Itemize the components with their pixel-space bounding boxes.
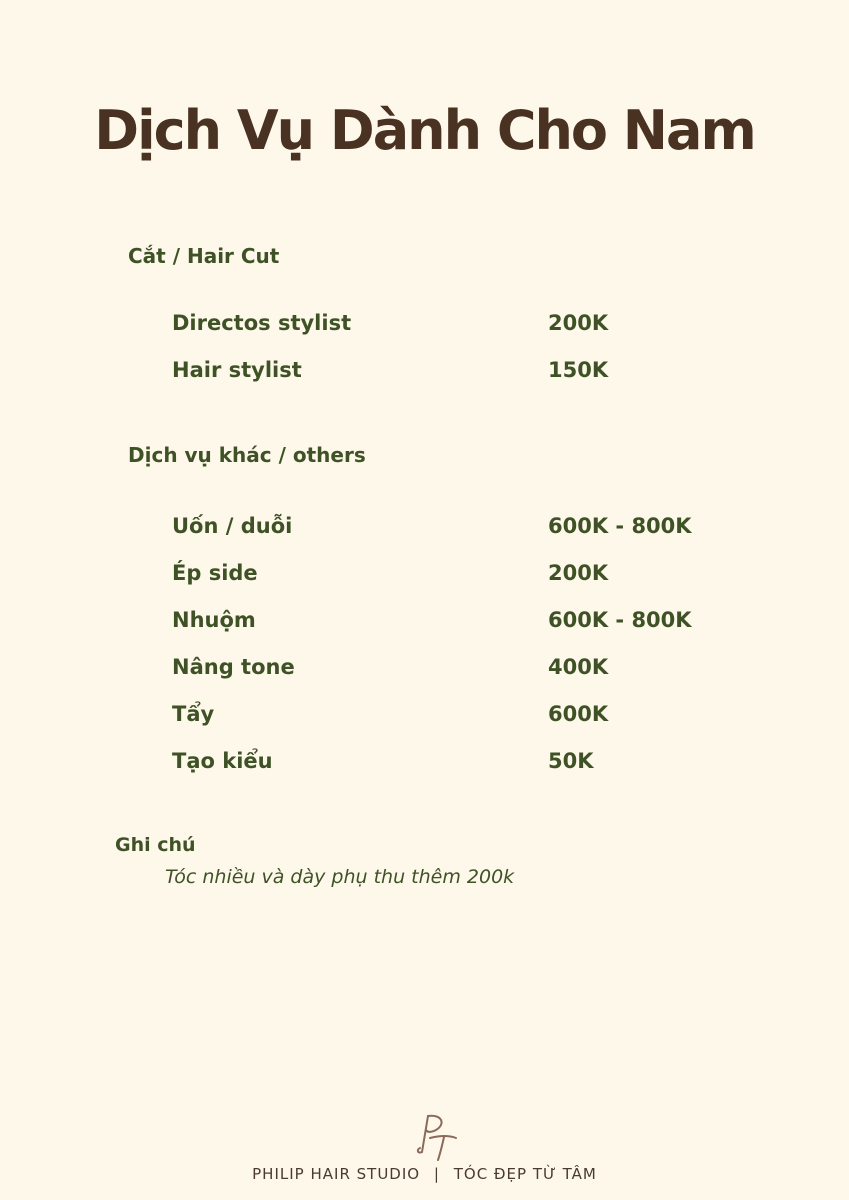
service-price: 600K — [548, 702, 609, 726]
footer — [0, 1162, 849, 1186]
service-row — [172, 652, 732, 682]
service-price: 400K — [548, 655, 609, 679]
page-title: Dịch Vụ Dành Cho Nam — [94, 99, 755, 162]
service-name: Tạo kiểu — [172, 749, 273, 773]
note-text: Tóc nhiều và dày phụ thu thêm 200k — [165, 866, 515, 888]
service-price: 150K — [548, 358, 609, 382]
service-name: Ép side — [172, 561, 258, 585]
service-price: 600K - 800K — [548, 514, 692, 538]
pt-monogram-icon — [400, 1108, 470, 1164]
service-name: Nâng tone — [172, 655, 295, 679]
service-row — [172, 746, 732, 776]
service-price: 200K — [548, 561, 609, 585]
service-name: Nhuộm — [172, 608, 256, 632]
service-name: Hair stylist — [172, 358, 302, 382]
service-row — [172, 355, 732, 385]
service-price: 50K — [548, 749, 594, 773]
service-name: Tẩy — [172, 702, 215, 726]
service-row — [172, 558, 732, 588]
footer-separator: | — [433, 1165, 440, 1183]
footer-tagline: TÓC ĐẸP TỪ TÂM — [453, 1165, 597, 1183]
note-label: Ghi chú — [115, 834, 196, 856]
section-heading-haircut: Cắt / Hair Cut — [128, 244, 280, 268]
service-name: Directos stylist — [172, 311, 352, 335]
footer-brand: PHILIP HAIR STUDIO — [252, 1165, 421, 1183]
service-row — [172, 511, 732, 541]
service-row — [172, 308, 732, 338]
service-price: 600K - 800K — [548, 608, 692, 632]
service-name: Uốn / duỗi — [172, 514, 293, 538]
service-row — [172, 699, 732, 729]
section-heading-others: Dịch vụ khác / others — [128, 443, 366, 467]
service-row — [172, 605, 732, 635]
service-price: 200K — [548, 311, 609, 335]
